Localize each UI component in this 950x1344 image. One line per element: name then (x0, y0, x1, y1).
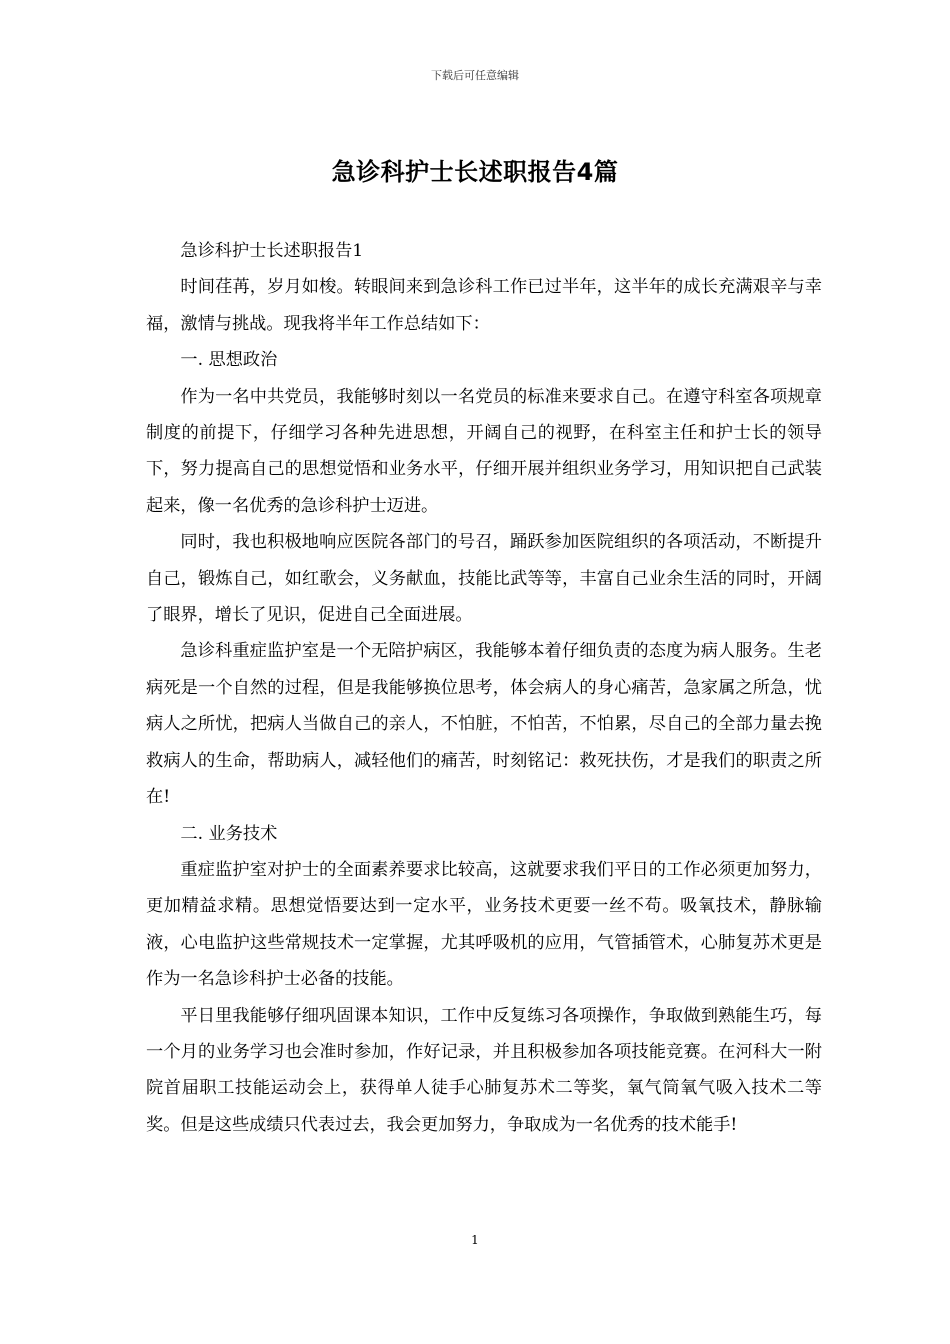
section-heading-politics: 一. 思想政治 (180, 350, 278, 371)
document-title: 急诊科护士长述职报告4篇 (331, 158, 619, 186)
document-body (146, 233, 822, 1143)
body-paragraph: 急诊科重症监护室是一个无陪护病区，我能够本着仔细负责的态度为病人服务。生老病死是一个自然的过程，但是我能够换位思考，体会病人的身心痛苦，急家属之所急，忧病人之所忧，把病人当做自己的亲人，不怕脏，不怕苦，不怕累，尽自己的全部力量去挽救病人的生命，帮助病人，减轻他们的痛苦，时刻铭记：救死扶伤，才是我们的职责之所在! (146, 641, 822, 808)
page-number: 1 (471, 1233, 479, 1247)
body-paragraph: 重症监护室对护士的全面素养要求比较高，这就要求我们平日的工作必须更加努力，更加精益求精。思想觉悟要达到一定水平，业务技术更要一丝不苟。吸氧技术，静脉输液，心电监护这些常规技术一定掌握，尤其呼吸机的应用，气管插管术，心肺复苏术更是作为一名急诊科护士必备的技能。 (146, 859, 822, 990)
section-heading-skills: 二. 业务技术 (180, 823, 278, 844)
intro-paragraph: 时间荏苒，岁月如梭。转眼间来到急诊科工作已过半年，这半年的成长充满艰辛与幸福，激情与挑战。现我将半年工作总结如下： (146, 277, 822, 334)
body-paragraph: 平日里我能够仔细巩固课本知识，工作中反复练习各项操作，争取做到熟能生巧，每一个月的业务学习也会准时参加，作好记录，并且积极参加各项技能竞赛。在河科大一附院首届职工技能运动会上，获得单人徒手心肺复苏术二等奖，氧气筒氧气吸入技术二等奖。但是这些成绩只代表过去，我会更加努力，争取成为一名优秀的技术能手! (146, 1005, 822, 1135)
body-paragraph: 作为一名中共党员，我能够时刻以一名党员的标准来要求自己。在遵守科室各项规章制度的前提下，仔细学习各种先进思想，开阔自己的视野，在科室主任和护士长的领导下，努力提高自己的思想觉悟和业务水平，仔细开展并组织业务学习，用知识把自己武装起来，像一名优秀的急诊科护士迈进。 (146, 386, 822, 516)
report-subtitle: 急诊科护士长述职报告1 (180, 241, 364, 261)
header-note: 下载后可任意编辑 (431, 69, 519, 82)
body-paragraph: 同时，我也积极地响应医院各部门的号召，踊跃参加医院组织的各项活动，不断提升自己，锻炼自己，如红歌会，义务献血，技能比武等等，丰富自己业余生活的同时，开阔了眼界，增长了见识，促进自己全面进展。 (146, 532, 822, 626)
